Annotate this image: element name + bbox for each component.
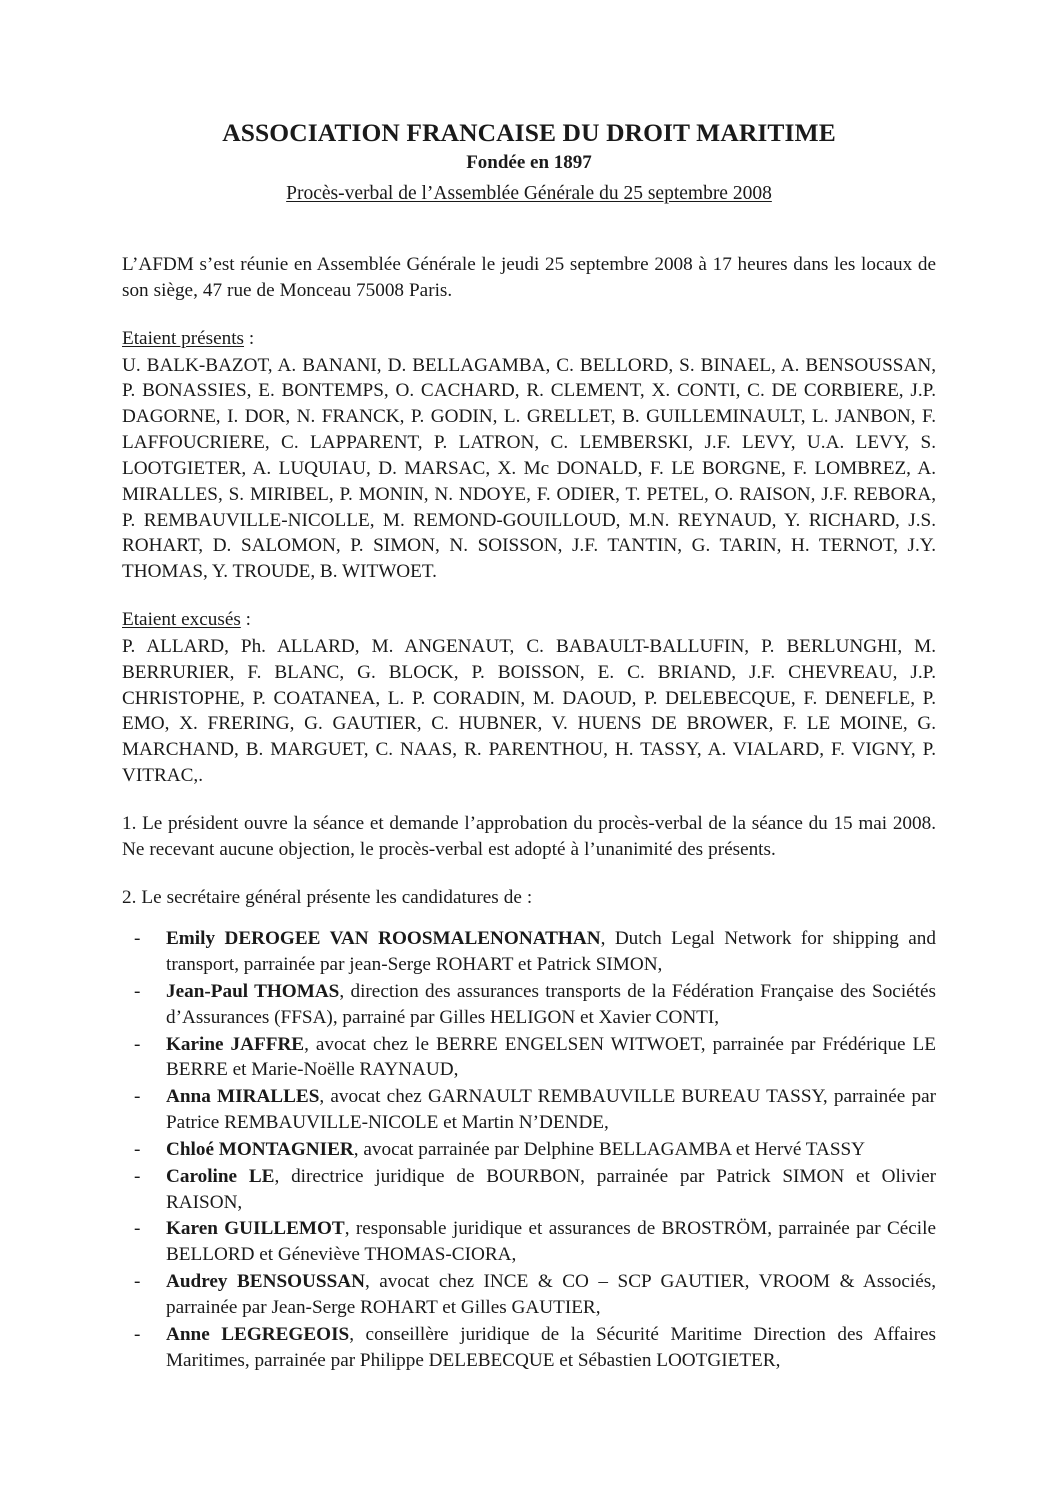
- excused-label-text: Etaient excusés: [122, 609, 241, 631]
- candidate-details: , Dutch Legal Network for shipping and transport, parrainée par jean-Serge ROHART et Patrick SIMON,: [166, 928, 936, 976]
- candidate-details: , directrice juridique de BOURBON, parrainée par Patrick SIMON et Olivier RAISON,: [166, 1165, 936, 1213]
- present-label: [122, 326, 936, 352]
- candidate-details: , direction des assurances transports de la Fédération Française des Sociétés d’Assurances (FFSA), parrainé par Gilles HELIGON et Xavier CONTI,: [166, 980, 936, 1028]
- list-item: [122, 1164, 936, 1216]
- document-header: [122, 118, 936, 206]
- list-item: [122, 1137, 936, 1163]
- excused-label: [122, 607, 936, 633]
- bullet-dash-icon: -: [134, 980, 141, 1002]
- bullet-dash-icon: -: [134, 1165, 141, 1187]
- intro-paragraph: L’AFDM s’est réunie en Assemblée Générale le jeudi 25 septembre 2008 à 17 heures dans les locaux de son siège, 47 rue de Monceau 75008 Paris.: [122, 254, 936, 301]
- list-item: [122, 979, 936, 1031]
- list-item: [122, 1216, 936, 1268]
- candidate-details: , avocat chez le BERRE ENGELSEN WITWOET, parrainée par Frédérique LE BERRE et Marie-Noëlle RAYNAUD,: [166, 1033, 936, 1081]
- excused-label-colon: :: [240, 609, 251, 631]
- candidate-details: , avocat chez INCE & CO – SCP GAUTIER, VROOM & Associés, parrainée par Jean-Serge ROHART et Gilles GAUTIER,: [166, 1271, 936, 1318]
- candidate-name: Audrey BENSOUSSAN: [166, 1271, 365, 1293]
- list-item: [122, 926, 936, 978]
- present-label-colon: :: [244, 327, 255, 349]
- bullet-dash-icon: -: [134, 1033, 141, 1055]
- page-title: ASSOCIATION FRANCAISE DU DROIT MARITIME: [222, 118, 836, 147]
- list-item: [122, 1032, 936, 1084]
- association-founded-line: Fondée en 1897: [466, 152, 592, 174]
- candidate-name: Jean-Paul THOMAS: [166, 980, 340, 1002]
- candidates-list: [122, 926, 936, 1373]
- agenda-item-1: 1. Le président ouvre la séance et demande l’approbation du procès-verbal de la séance du 15 mai 2008. Ne recevant aucune objection, le procès-verbal est adopté à l’unanimité des présents.: [122, 812, 936, 860]
- bullet-dash-icon: -: [134, 1138, 141, 1160]
- list-item: [122, 1269, 936, 1321]
- list-item: [122, 1084, 936, 1136]
- present-names-list: U. BALK-BAZOT, A. BANANI, D. BELLAGAMBA, C. BELLORD, S. BINAEL, A. BENSOUSSAN, P. BONASSIES, E. BONTEMPS, O. CACHARD, R. CLEMENT, X. CONTI, C. DE CORBIERE, J.P. DAGORNE, I. DOR, N. FRANCK, P. GODIN, L. GRELLET, B. GUILLEMINAULT, L. JANBON, F. LAFFOUCRIERE, C. LAPPARENT, P. LATRON, C. LEMBERSKI, J.F. LEVY, U.A. LEVY, S. LOOTGIETER, A. LUQUIAU, D. MARSAC, X. Mc DONALD, F. LE BORGNE, F. LOMBREZ, A. MIRALLES, S. MIRIBEL, P. MONIN, N. NDOYE, F. ODIER, T. PETEL, O. RAISON, J.F. REBORA, P. REMBAUVILLE-NICOLLE, M. REMOND-GOUILLOUD, M.N. REYNAUD, Y. RICHARD, J.S. ROHART, D. SALOMON, P. SIMON, N. SOISSON, J.F. TANTIN, G. TARIN, H. TERNOT, J.Y. THOMAS, Y. TROUDE, B. WITWOET.: [122, 354, 936, 583]
- bullet-dash-icon: -: [134, 1086, 141, 1108]
- candidate-details: , avocat chez GARNAULT REMBAUVILLE BUREAU TASSY, parrainée par Patrice REMBAUVILLE-NICOLE et Martin N’DENDE,: [166, 1086, 936, 1134]
- candidate-name: Emily DEROGEE VAN ROOSMALENONATHAN: [166, 928, 601, 950]
- agenda-item-2: 2. Le secrétaire général présente les candidatures de :: [122, 886, 533, 908]
- candidate-name: Caroline LE: [166, 1165, 275, 1187]
- candidate-name: Karine JAFFRE: [166, 1033, 305, 1055]
- candidate-name: Anne LEGREGEOIS: [166, 1323, 350, 1345]
- bullet-dash-icon: -: [134, 1271, 141, 1293]
- candidate-details: , avocat parrainée par Delphine BELLAGAMBA et Hervé TASSY: [353, 1138, 866, 1160]
- document-subtitle-text: Procès-verbal de l’Assemblée Générale du 25 septembre 2008: [286, 182, 772, 204]
- candidate-name: Karen GUILLEMOT: [166, 1218, 345, 1240]
- candidate-details: , conseillère juridique de la Sécurité Maritime Direction des Affaires Maritimes, parrainée par Philippe DELEBECQUE et Sébastien LOOTGIETER,: [166, 1323, 936, 1371]
- list-item: [122, 1322, 936, 1374]
- bullet-dash-icon: -: [134, 928, 141, 950]
- candidate-name: Anna MIRALLES: [166, 1086, 320, 1108]
- excused-names-list: P. ALLARD, Ph. ALLARD, M. ANGENAUT, C. BABAULT-BALLUFIN, P. BERLUNGHI, M. BERRURIER, F. BLANC, G. BLOCK, P. BOISSON, E. C. BRIAND, J.F. CHEVREAU, J.P. CHRISTOPHE, P. COATANEA, L. P. CORADIN, M. DAOUD, P. DELEBECQUE, F. DENEFLE, P. EMO, X. FRERING, G. GAUTIER, C. HUBNER, V. HUENS DE BROWER, F. LE MOINE, G. MARCHAND, B. MARGUET, C. NAAS, R. PARENTHOU, H. TASSY, A. VIALARD, F. VIGNY, P. VITRAC,.: [122, 635, 936, 787]
- present-label-text: Etaient présents: [122, 327, 245, 349]
- bullet-dash-icon: -: [134, 1323, 141, 1345]
- bullet-dash-icon: -: [134, 1218, 141, 1240]
- candidate-name: Chloé MONTAGNIER: [166, 1138, 354, 1160]
- document-subtitle: [122, 181, 936, 206]
- candidate-details: , responsable juridique et assurances de BROSTRÖM, parrainée par Cécile BELLORD et Géneviève THOMAS-CIORA,: [166, 1218, 936, 1266]
